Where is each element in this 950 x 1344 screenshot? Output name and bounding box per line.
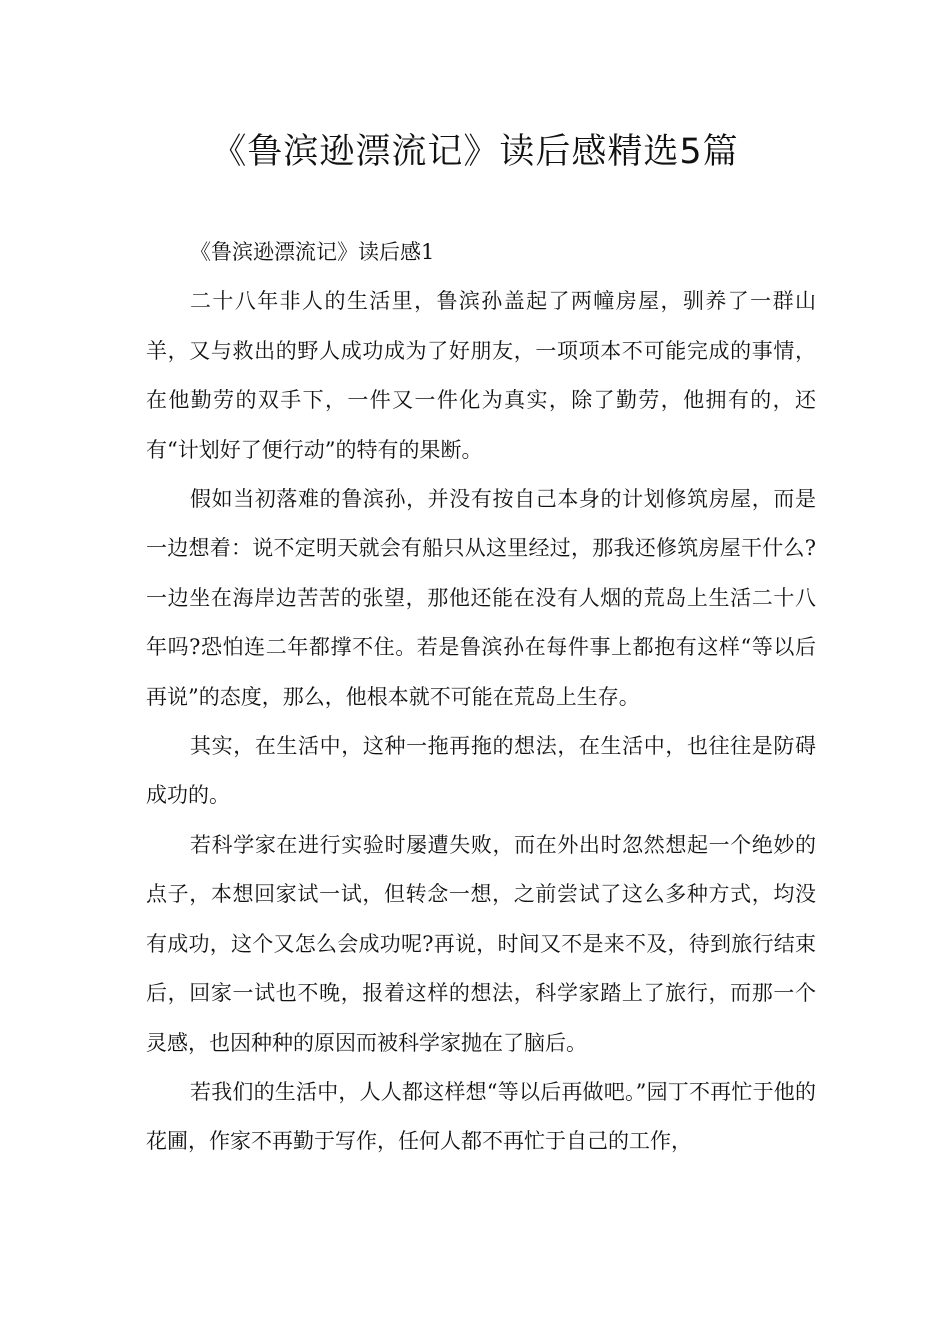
- body-paragraph: 假如当初落难的鲁滨孙，并没有按自己本身的计划修筑房屋，而是一边想着：说不定明天就会有船只从这里经过，那我还修筑房屋干什么?一边坐在海岸边苦苦的张望，那他还能在没有人烟的荒岛上生活二十八年吗?恐怕连二年都撑不住。若是鲁滨孙在每件事上都抱有这样“等以后再说”的态度，那么，他根本就不可能在荒岛上生存。: [146, 487, 816, 709]
- section-heading: 《鲁滨逊漂流记》读后感1: [190, 240, 435, 264]
- document-title: 《鲁滨逊漂流记》读后感精选5篇: [211, 132, 739, 172]
- document-body: [146, 228, 816, 1167]
- body-paragraph: 若我们的生活中，人人都这样想“等以后再做吧。”园丁不再忙于他的花圃，作家不再勤于写作，任何人都不再忙于自己的工作，: [146, 1079, 816, 1154]
- body-paragraph: 其实，在生活中，这种一拖再拖的想法，在生活中，也往往是防碍成功的。: [146, 734, 816, 808]
- body-paragraph: 二十八年非人的生活里，鲁滨孙盖起了两幢房屋，驯养了一群山羊，又与救出的野人成功成为了好朋友，一项项本不可能完成的事情，在他勤劳的双手下，一件又一件化为真实，除了勤劳，他拥有的，还有“计划好了便行动”的特有的果断。: [146, 289, 816, 462]
- body-paragraph: 若科学家在进行实验时屡遭失败，而在外出时忽然想起一个绝妙的点子，本想回家试一试，但转念一想，之前尝试了这么多种方式，均没有成功，这个又怎么会成功呢?再说，时间又不是来不及，待到旅行结束后，回家一试也不晚，报着这样的想法，科学家踏上了旅行，而那一个灵感，也因种种的原因而被科学家抛在了脑后。: [146, 832, 816, 1055]
